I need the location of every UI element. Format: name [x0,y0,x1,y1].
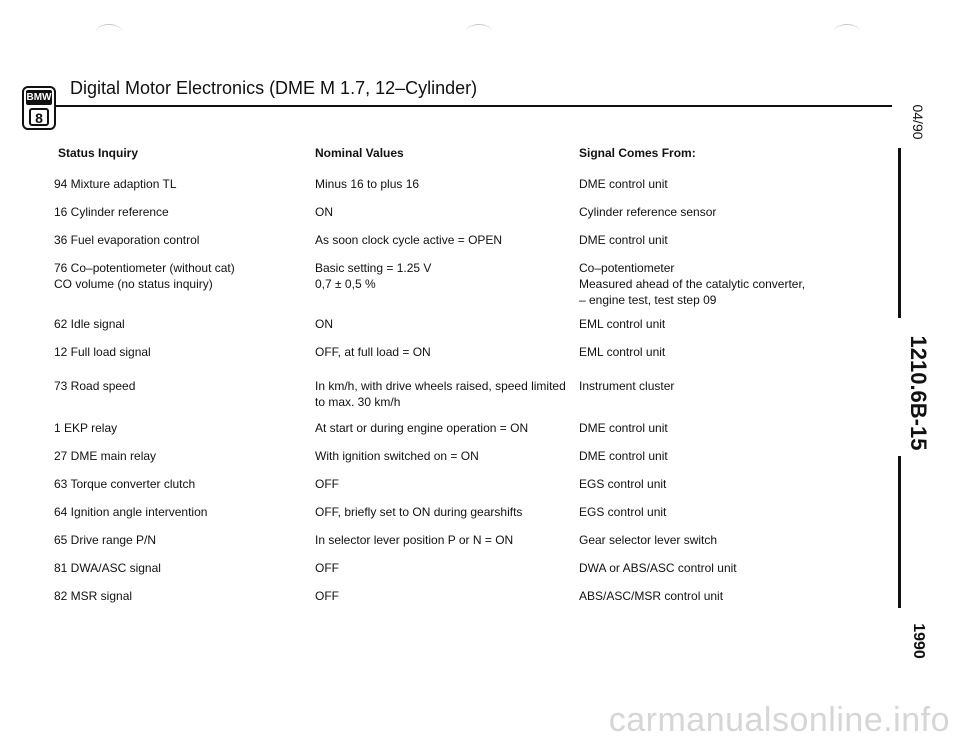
status-cell: 12 Full load signal [54,345,151,359]
status-cell: 76 Co–potentiometer (without cat) CO volume (no status inquiry) [54,261,235,291]
side-date: 04/90 [910,104,926,140]
scan-mark-left [96,24,122,39]
column-header-nominal: Nominal Values [315,146,404,160]
source-cell: Gear selector lever switch [579,533,718,547]
side-rule-1 [898,148,901,318]
source-cell: DME control unit [579,233,668,247]
source-cell: EGS control unit [579,505,667,519]
status-cell: 1 EKP relay [54,421,118,435]
nominal-cell: At start or during engine operation = ON [315,421,529,435]
source-cell: ABS/ASC/MSR control unit [579,589,724,603]
header-rule [56,105,892,107]
source-cell: Cylinder reference sensor [579,205,717,219]
nominal-cell: OFF [315,561,339,575]
source-cell: Co–potentiometer Measured ahead of the catalytic converter, – engine test, test step 09 [579,261,806,307]
scan-mark-center [466,24,492,39]
nominal-cell: OFF, at full load = ON [315,345,431,359]
status-cell: 63 Torque converter clutch [54,477,196,491]
nominal-cell: OFF, briefly set to ON during gearshifts [315,505,523,519]
scan-mark-right [834,24,860,39]
status-cell: 36 Fuel evaporation control [54,233,200,247]
source-cell: EML control unit [579,317,666,331]
logo-brand: BMW [26,92,52,103]
status-cell: 73 Road speed [54,379,136,393]
column-header-source: Signal Comes From: [579,146,696,160]
site-watermark: carmanualsonline.info [608,701,950,739]
bmw-logo [22,86,56,130]
source-cell: DWA or ABS/ASC control unit [579,561,737,575]
source-cell: DME control unit [579,177,668,191]
status-cell: 64 Ignition angle intervention [54,505,208,519]
nominal-cell: ON [315,317,333,331]
nominal-cell: OFF [315,589,339,603]
document-title: Digital Motor Electronics (DME M 1.7, 12–Cylinder) [70,78,478,98]
nominal-cell: Minus 16 to plus 16 [315,177,420,191]
side-year: 1990 [910,623,927,659]
source-cell: Instrument cluster [579,379,675,393]
nominal-cell: OFF [315,477,339,491]
logo-number: 8 [29,108,49,126]
side-rule-2 [898,456,901,608]
status-cell: 82 MSR signal [54,589,133,603]
nominal-cell: In km/h, with drive wheels raised, speed limited to max. 30 km/h [315,379,566,409]
column-header-status: Status Inquiry [58,146,139,160]
status-cell: 65 Drive range P/N [54,533,157,547]
status-cell: 81 DWA/ASC signal [54,561,161,575]
nominal-cell: As soon clock cycle active = OPEN [315,233,503,247]
status-cell: 16 Cylinder reference [54,205,169,219]
status-cell: 94 Mixture adaption TL [54,177,177,191]
side-page-code: 1210.6B-15 [906,335,931,451]
source-cell: EGS control unit [579,477,667,491]
status-cell: 62 Idle signal [54,317,125,331]
status-cell: 27 DME main relay [54,449,157,463]
nominal-cell: ON [315,205,333,219]
nominal-cell: Basic setting = 1.25 V 0,7 ± 0,5 % [315,261,432,291]
nominal-cell: With ignition switched on = ON [315,449,479,463]
source-cell: DME control unit [579,421,668,435]
nominal-cell: In selector lever position P or N = ON [315,533,514,547]
source-cell: DME control unit [579,449,668,463]
source-cell: EML control unit [579,345,666,359]
